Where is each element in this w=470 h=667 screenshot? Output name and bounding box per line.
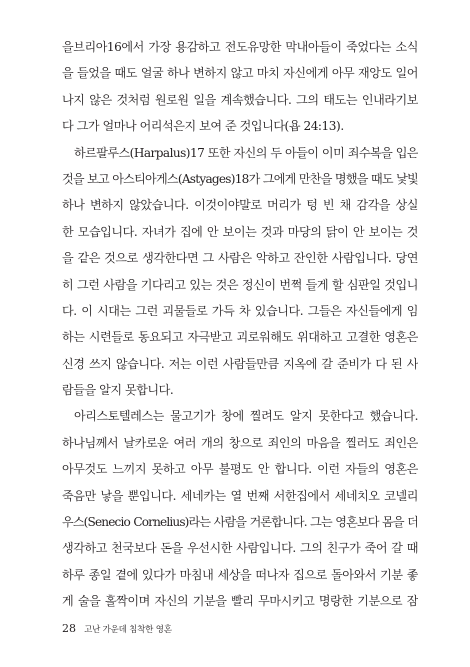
text-line: 하르팔루스(Harpalus)17 또한 자신의 두 아들이 이미 죄수복을 입은 — [74, 145, 418, 160]
text-line: 하는 시련들로 동요되고 자극받고 괴로워해도 위대하고 고결한 영혼은 — [62, 330, 418, 345]
text-line: 다. 이 시대는 그런 괴물들로 가득 차 있습니다. 그들은 자신들에게 임 — [62, 303, 418, 318]
text-line: 하나 변하지 않았습니다. 이것이야말로 머리가 텅 빈 채 감각을 상실 — [62, 198, 418, 213]
text-line: 히 그런 사람을 기다리고 있는 것은 정신이 번쩍 들게 할 심판일 것입니 — [62, 277, 418, 292]
text-line: 죽음만 낳을 뿐입니다. 세네카는 열 번째 서한집에서 세네치오 코넬리 — [62, 488, 418, 503]
text-line: 나지 않은 것처럼 원로원 일을 계속했습니다. 그의 태도는 인내라기보 — [62, 92, 418, 107]
text-line: 을 들었을 때도 얼굴 하나 변하지 않고 마치 자신에게 아무 재앙도 일어 — [62, 66, 418, 81]
text-line: 아리스토텔레스는 물고기가 창에 찔려도 알지 못한다고 했습니다. — [74, 409, 418, 424]
body-text — [62, 34, 418, 615]
page-footer — [62, 619, 172, 635]
text-line: 게 술을 홀짝이며 자신의 기분을 빨리 무마시키고 명랑한 기분으로 잠 — [62, 594, 418, 609]
text-line: 신경 쓰지 않습니다. 저는 이런 사람들만큼 지옥에 갈 준비가 다 된 사 — [62, 356, 418, 371]
text-line: 람들을 알지 못합니다. — [62, 383, 174, 398]
text-line: 아무것도 느끼지 못하고 아무 불평도 안 합니다. 이런 자들의 영혼은 — [62, 462, 418, 477]
text-line: 을 같은 것으로 생각한다면 그 사람은 악하고 잔인한 사람입니다. 당연 — [62, 251, 418, 266]
page-number: 28 — [62, 622, 76, 635]
text-line: 하나님께서 날카로운 여러 개의 창으로 죄인의 마음을 찔러도 죄인은 — [62, 435, 418, 450]
text-line: 한 모습입니다. 자녀가 집에 안 보이는 것과 마당의 닭이 안 보이는 것 — [62, 224, 418, 239]
text-line: 생각하고 천국보다 돈을 우선시한 사람입니다. 그의 친구가 죽어 갈 때 — [62, 541, 418, 556]
running-title: 고난 가운데 침착한 영혼 — [84, 625, 172, 635]
text-line: 것을 보고 아스티아게스(Astyages)18가 그에게 만찬을 명했을 때도 낯빛 — [62, 171, 418, 186]
text-line: 우스(Senecio Cornelius)라는 사람을 거론합니다. 그는 영혼보다 몸을 더 — [62, 515, 418, 530]
text-line: 하루 종일 곁에 있다가 마침내 세상을 떠나자 집으로 돌아와서 기분 좋 — [62, 567, 418, 582]
text-line: 다 그가 얼마나 어리석은지 보여 준 것입니다(욥 24:13). — [62, 119, 344, 134]
text-line: 을브리아16에서 가장 용감하고 전도유망한 막내아들이 죽었다는 소식 — [62, 40, 418, 54]
